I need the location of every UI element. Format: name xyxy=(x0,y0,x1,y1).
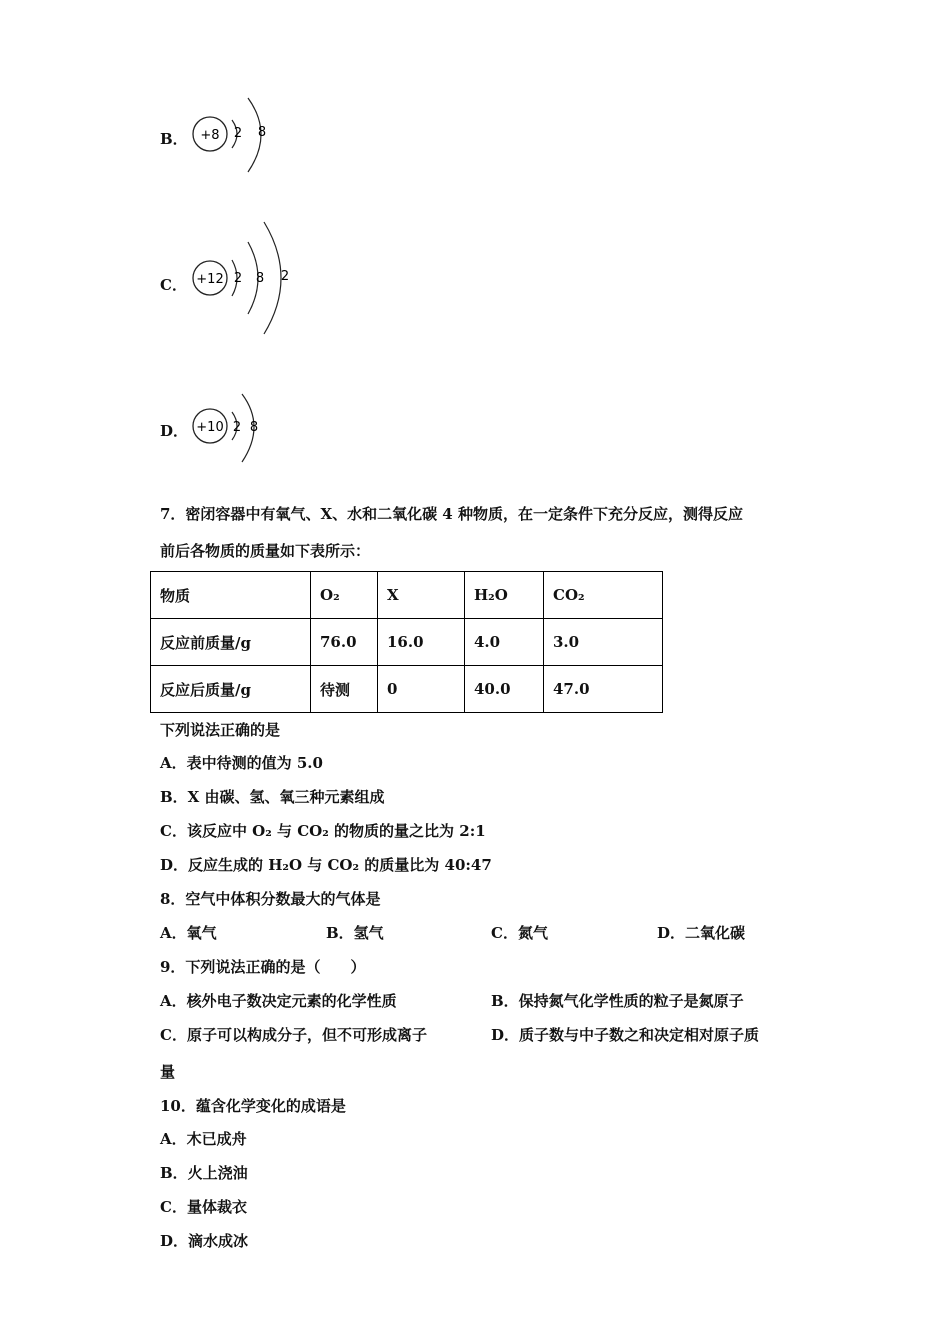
q9-stem: 9．下列说法正确的是（ ） xyxy=(160,958,366,976)
table-cell: 3.0 xyxy=(544,619,663,666)
table-header-row xyxy=(151,572,663,619)
q9-option-a[interactable]: A．核外电子数决定元素的化学性质 xyxy=(160,992,397,1010)
table-cell: 反应后质量/g xyxy=(151,666,311,713)
q10-option-c[interactable]: C．量体裁衣 xyxy=(160,1198,247,1216)
nucleus-charge: +10 xyxy=(196,420,224,435)
table-cell: 4.0 xyxy=(465,619,544,666)
shell-electrons-2: 8 xyxy=(257,125,267,140)
atom-structure-diagram-b xyxy=(190,92,280,176)
atom-structure-diagram-d xyxy=(190,384,270,468)
q9-option-d[interactable]: D．质子数与中子数之和决定相对原子质 xyxy=(491,1026,760,1044)
q7-option-d[interactable]: D．反应生成的 H₂O 与 CO₂ 的质量比为 40:47 xyxy=(160,856,492,874)
option-c-label: C． xyxy=(160,276,187,294)
option-d-label: D． xyxy=(160,422,189,440)
q8-option-c[interactable]: C．氮气 xyxy=(491,924,548,942)
q7-prompt: 下列说法正确的是 xyxy=(160,721,281,739)
table-cell: 0 xyxy=(378,666,465,713)
table-cell: 物质 xyxy=(151,572,311,619)
q10-stem: 10．蕴含化学变化的成语是 xyxy=(160,1097,346,1115)
shell-electrons-2: 8 xyxy=(249,420,259,435)
table-cell: 16.0 xyxy=(378,619,465,666)
table-cell: 反应前质量/g xyxy=(151,619,311,666)
table-row xyxy=(151,619,663,666)
nucleus-charge: +12 xyxy=(196,272,224,287)
q9-option-d-wrap: 量 xyxy=(160,1063,176,1081)
q8-option-b[interactable]: B．氢气 xyxy=(326,924,384,942)
q8-stem: 8．空气中体积分数最大的气体是 xyxy=(160,890,381,908)
q7-stem-line1: 7．密闭容器中有氧气、X、水和二氧化碳 4 种物质，在一定条件下充分反应，测得反应 xyxy=(160,505,743,523)
q8-option-a[interactable]: A．氧气 xyxy=(160,924,217,942)
table-row xyxy=(151,666,663,713)
atom-structure-diagram-c xyxy=(190,220,300,336)
q8-option-d[interactable]: D．二氧化碳 xyxy=(657,924,746,942)
table-cell: X xyxy=(378,572,465,619)
q7-stem-line2: 前后各物质的质量如下表所示： xyxy=(160,542,371,560)
q9-option-c[interactable]: C．原子可以构成分子，但不可形成离子 xyxy=(160,1026,427,1044)
shell-electrons-1: 2 xyxy=(233,271,243,286)
q10-option-a[interactable]: A．木已成舟 xyxy=(160,1130,247,1148)
q7-option-a[interactable]: A．表中待测的值为 5.0 xyxy=(160,754,323,772)
q7-option-b[interactable]: B．X 由碳、氢、氧三种元素组成 xyxy=(160,788,385,806)
shell-electrons-2: 8 xyxy=(255,271,265,286)
q9-option-b[interactable]: B．保持氮气化学性质的粒子是氮原子 xyxy=(491,992,744,1010)
q7-option-c[interactable]: C．该反应中 O₂ 与 CO₂ 的物质的量之比为 2:1 xyxy=(160,822,486,840)
table-cell: O₂ xyxy=(311,572,378,619)
table-cell: 47.0 xyxy=(544,666,663,713)
nucleus-charge: +8 xyxy=(200,128,220,143)
shell-electrons-1: 2 xyxy=(232,420,242,435)
option-b-label: B． xyxy=(160,130,188,148)
q10-option-b[interactable]: B．火上浇油 xyxy=(160,1164,248,1182)
shell-electrons-3: 2 xyxy=(280,269,290,284)
table-cell: 76.0 xyxy=(311,619,378,666)
table-cell: 40.0 xyxy=(465,666,544,713)
table-cell: H₂O xyxy=(465,572,544,619)
q10-option-d[interactable]: D．滴水成冰 xyxy=(160,1232,249,1250)
shell-electrons-1: 2 xyxy=(233,126,243,141)
mass-table xyxy=(150,571,663,713)
table-cell: CO₂ xyxy=(544,572,663,619)
table-cell: 待测 xyxy=(311,666,378,713)
